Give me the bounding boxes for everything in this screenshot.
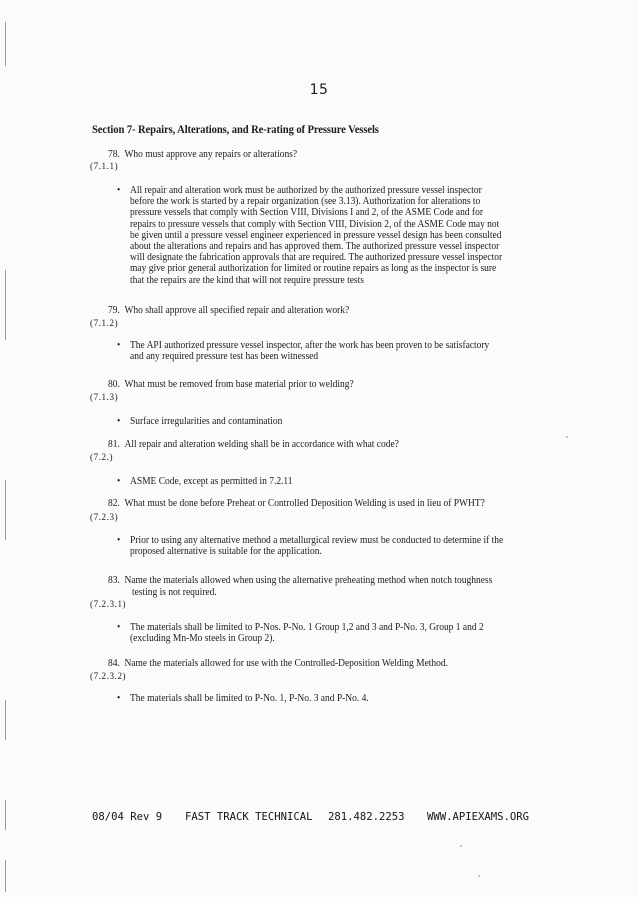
- bullet-icon: •: [117, 693, 121, 704]
- answer-line: proposed alternative is suitable for the application.: [130, 546, 322, 558]
- answer-line: The API authorized pressure vessel inspector, after the work has been proven to be satisfactory: [130, 340, 490, 351]
- question-number: 83.: [108, 575, 120, 586]
- answer-line: will designate the fabrication approvals that are required. The authorized pressure vessel inspector: [130, 252, 503, 264]
- answer-line: that the repairs are the kind that will not require pressure tests: [130, 274, 364, 286]
- footer-phone: 281.482.2253: [328, 811, 405, 823]
- question-83-continued: testing is not required.: [132, 587, 217, 598]
- scan-dot: [566, 436, 568, 438]
- scan-mark: [5, 860, 6, 892]
- question-number: 82.: [108, 498, 120, 509]
- answer-line: The materials shall be limited to P-Nos. P-No. 1 Group 1,2 and 3 and P-No. 3, Group 1 and 2: [130, 622, 484, 633]
- answer-line: be given until a pressure vessel engineer experienced in pressure vessel design has been consulted: [130, 229, 502, 241]
- reference-81: (7.2.): [90, 452, 114, 463]
- footer-revision: 08/04 Rev 9: [92, 811, 163, 823]
- question-81: [108, 439, 399, 450]
- reference-83: (7.2.3.1): [90, 599, 127, 610]
- scan-mark: [5, 270, 6, 340]
- question-text: What must be removed from base material prior to welding?: [124, 379, 354, 390]
- question-number: 81.: [108, 439, 120, 450]
- question-78: [108, 149, 297, 160]
- question-number: 80.: [108, 379, 120, 390]
- question-number: 79.: [108, 305, 120, 316]
- answer-line: before the work is started by a repair organization (see 3.13). Authorization for alterations to: [130, 196, 481, 208]
- answer-line: about the alterations and repairs and has approved them. The authorized pressure vessel inspector: [130, 241, 500, 253]
- question-text: Who must approve any repairs or alterations?: [124, 149, 298, 160]
- bullet-icon: •: [117, 340, 121, 351]
- answer-line: pressure vessels that comply with Section VIII, Divisions I and 2, of the ASME Code and for: [130, 207, 483, 219]
- page-number: 15: [309, 82, 329, 98]
- answer-line: (excluding Mn-Mo steels in Group 2).: [130, 633, 275, 645]
- answer-line: may give prior general authorization for limited or routine repairs as long as the inspector is sure: [130, 263, 497, 275]
- reference-80: (7.1.3): [90, 392, 119, 403]
- reference-78: (7.1.1): [90, 161, 119, 172]
- scan-mark: [5, 22, 6, 66]
- scan-mark: [5, 800, 6, 830]
- question-text: What must be done before Preheat or Controlled Deposition Welding is used in lieu of PWHT?: [124, 498, 485, 509]
- answer-line: Surface irregularities and contamination: [130, 416, 283, 427]
- question-text: Name the materials allowed when using the alternative preheating method when notch toughness: [124, 575, 493, 586]
- answer-line: ASME Code, except as permitted in 7.2.11: [130, 476, 293, 487]
- reference-84: (7.2.3.2): [90, 671, 127, 682]
- question-number: 78.: [108, 149, 120, 160]
- scan-dot: [478, 875, 480, 877]
- answer-line: All repair and alteration work must be authorized by the authorized pressure vessel inspector: [130, 185, 482, 196]
- answer-line: Prior to using any alternative method a metallurgical review must be conducted to determine if the: [130, 535, 504, 546]
- question-number: 84.: [108, 658, 120, 669]
- scan-dot: [460, 845, 462, 847]
- question-80: [108, 379, 354, 390]
- question-83: [108, 575, 492, 586]
- question-84: [108, 658, 448, 669]
- scan-mark: [5, 700, 6, 740]
- scan-mark: [5, 480, 6, 540]
- bullet-icon: •: [117, 622, 121, 633]
- section-title: Section 7- Repairs, Alterations, and Re-rating of Pressure Vessels: [92, 124, 379, 136]
- bullet-icon: •: [117, 185, 121, 196]
- footer-website: WWW.APIEXAMS.ORG: [427, 811, 530, 823]
- answer-line: and any required pressure test has been witnessed: [130, 351, 319, 363]
- bullet-icon: •: [117, 476, 121, 487]
- question-79: [108, 305, 349, 316]
- bullet-icon: •: [117, 535, 121, 546]
- footer-company: FAST TRACK TECHNICAL: [185, 811, 313, 823]
- question-text: Who shall approve all specified repair and alteration work?: [124, 305, 350, 316]
- answer-line: repairs to pressure vessels that comply with Section VIII, Division 2, of the ASME Code may not: [130, 218, 500, 230]
- reference-82: (7.2.3): [90, 512, 119, 523]
- reference-79: (7.1.2): [90, 318, 119, 329]
- question-82: [108, 498, 485, 509]
- answer-line: The materials shall be limited to P-No. 1, P-No. 3 and P-No. 4.: [130, 693, 369, 704]
- question-text: Name the materials allowed for use with the Controlled-Deposition Welding Method.: [124, 658, 448, 669]
- question-text: All repair and alteration welding shall be in accordance with what code?: [124, 439, 399, 450]
- bullet-icon: •: [117, 416, 121, 427]
